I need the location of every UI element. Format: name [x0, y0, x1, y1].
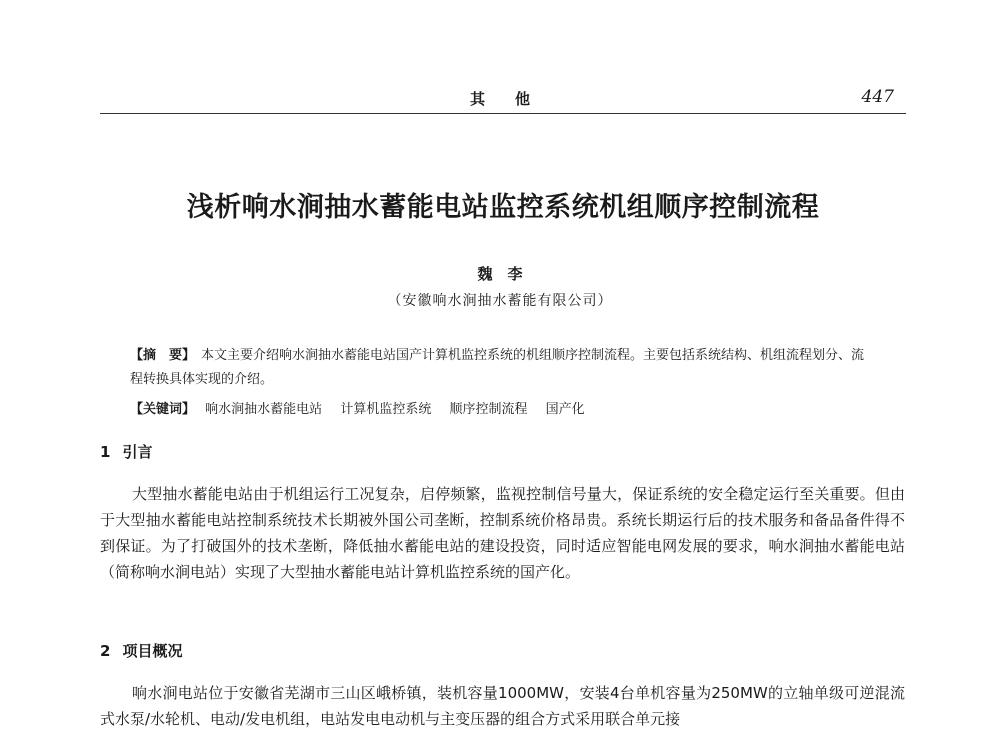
keywords-label: 【关键词】 — [130, 402, 196, 417]
keywords — [130, 398, 875, 417]
section-number: 1 — [100, 443, 111, 461]
keyword: 国产化 — [545, 402, 585, 417]
section-heading — [100, 441, 152, 462]
keyword: 顺序控制流程 — [449, 402, 528, 417]
page-number: 447 — [861, 87, 894, 107]
abstract-text: 本文主要介绍响水涧抽水蓄能电站国产计算机监控系统的机组顺序控制流程。主要包括系统结构、机组流程划分、流程转换具体实现的介绍。 — [130, 348, 865, 387]
section-title: 项目概况 — [122, 642, 183, 660]
header-rule — [100, 113, 906, 114]
section-paragraph: 响水涧电站位于安徽省芜湖市三山区峨桥镇，装机容量1000MW，安装4台单机容量为250MW的立轴单级可逆混流式水泵/水轮机、电动/发电机组，电站发电电动机与主变压器的组合方式采用联合单元接 — [100, 684, 905, 728]
keyword: 计算机监控系统 — [340, 402, 432, 417]
section-title: 引言 — [122, 443, 153, 461]
section-number: 2 — [100, 642, 111, 660]
running-title: 其 他 — [469, 90, 530, 108]
section-paragraph: 大型抽水蓄能电站由于机组运行工况复杂，启停频繁，监视控制信号量大，保证系统的安全稳定运行至关重要。但由于大型抽水蓄能电站控制系统技术长期被外国公司垄断，控制系统价格昂贵。系统长期运行后的技术服务和备品备件得不到保证。为了打破国外的技术垄断，降低抽水蓄能电站的建设投资，同时适应智能电网发展的要求，响水涧抽水蓄能电站（简称响水涧电站）实现了大型抽水蓄能电站计算机监控系统的国产化。 — [100, 485, 905, 581]
abstract — [130, 344, 875, 392]
author-affiliation: （安徽响水涧抽水蓄能有限公司） — [387, 293, 613, 309]
article-title: 浅析响水涧抽水蓄能电站监控系统机组顺序控制流程 — [186, 192, 820, 223]
keyword: 响水涧抽水蓄能电站 — [205, 402, 323, 417]
section-heading — [100, 640, 182, 661]
author-name: 魏 李 — [477, 265, 523, 283]
abstract-label: 【摘 要】 — [130, 348, 196, 363]
